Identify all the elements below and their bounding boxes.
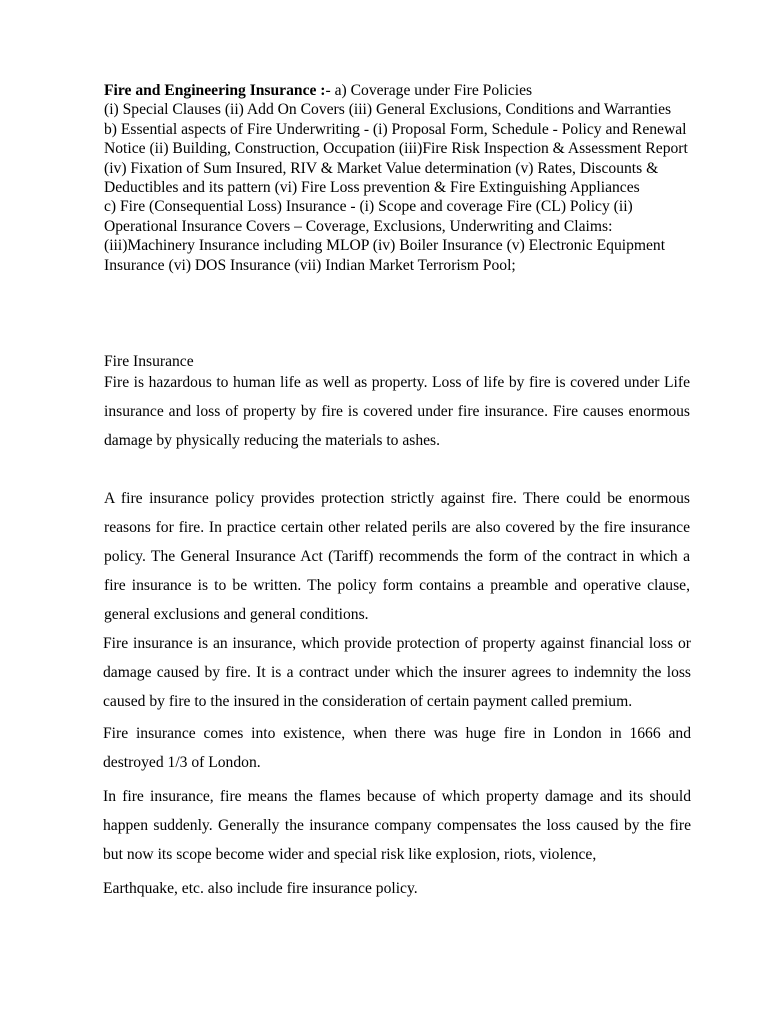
- syllabus-line-a-detail: (i) Special Clauses (ii) Add On Covers (iii) General Exclusions, Conditions and Warranties: [104, 101, 672, 119]
- syllabus-line-c: c) Fire (Consequential Loss) Insurance - (i) Scope and coverage Fire (CL) Policy (ii) Operational Insurance Covers – Coverage, Exclusions, Underwriting and Claims: (iii)Machinery Insurance including MLOP (iv) Boiler Insurance (v) Electronic Equipment Insurance (vi) DOS Insurance (vii) Indian Market Terrorism Pool;: [104, 198, 666, 274]
- paragraph-history: Fire insurance comes into existence, when there was huge fire in London in 1666 and destroyed 1/3 of London.: [103, 725, 691, 771]
- paragraph-meaning: [103, 782, 691, 903]
- paragraph-meaning-main: In fire insurance, fire means the flames because of which property damage and its should happen suddenly. Generally the insurance company compensates the loss caused by the fire but now its scope become wider and special risk like explosion, riots, violence,: [103, 788, 691, 863]
- paragraph-meaning-last-line: Earthquake, etc. also include fire insurance policy.: [103, 880, 418, 897]
- paragraph-definition: Fire insurance is an insurance, which provide protection of property against financial loss or damage caused by fire. It is a contract under which the insurer agrees to indemnity the loss caused by fire to the insured in the consideration of certain payment called premium.: [103, 635, 691, 710]
- syllabus-line-b: b) Essential aspects of Fire Underwriting - (i) Proposal Form, Schedule - Policy and Renewal Notice (ii) Building, Construction, Occupation (iii)Fire Risk Inspection & Assessment Report (iv) Fixation of Sum Insured, RIV & Market Value determination (v) Rates, Discounts & Deductibles and its pattern (vi) Fire Loss prevention & Fire Extinguishing Appliances: [104, 120, 688, 197]
- syllabus-line-a: [104, 81, 694, 100]
- paragraph-fire-hazard: Fire is hazardous to human life as well as property. Loss of life by fire is covered under Life insurance and loss of property by fire is covered under fire insurance. Fire causes enormous damage by physically reducing the materials to ashes.: [104, 374, 690, 449]
- section-title: Fire Insurance: [104, 353, 194, 370]
- syllabus-block: [104, 81, 694, 275]
- syllabus-heading-rest: - a) Coverage under Fire Policies: [325, 82, 533, 99]
- syllabus-heading: Fire and Engineering Insurance :: [104, 82, 326, 99]
- paragraph-policy-protection: A fire insurance policy provides protection strictly against fire. There could be enormous reasons for fire. In practice certain other related perils are also covered by the fire insurance policy. The General Insurance Act (Tariff) recommends the form of the contract in which a fire insurance is to be written. The policy form contains a preamble and operative clause, general exclusions and general conditions.: [104, 490, 690, 623]
